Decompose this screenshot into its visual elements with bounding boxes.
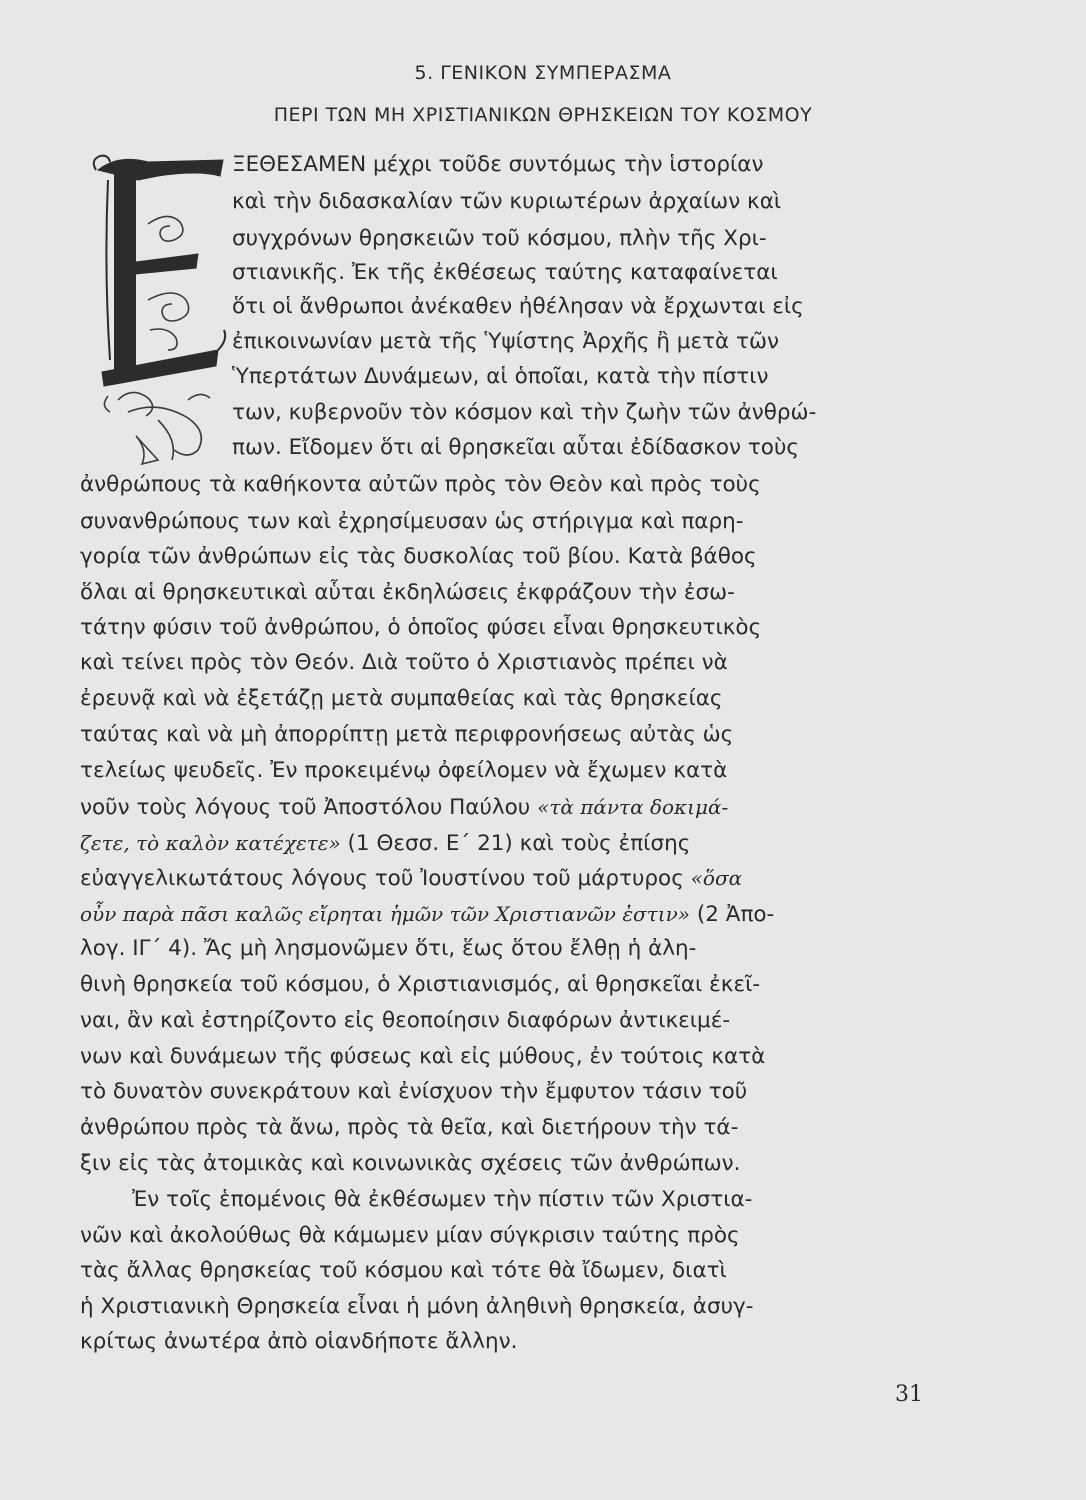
text-line: τὸ δυνατὸν συνεκράτουν καὶ ἐνίσχυον τὴν ἔμφυτον τάσιν τοῦ (80, 1079, 748, 1104)
text-line: ταύτας καὶ νὰ μὴ ἀπορρίπτῃ μετὰ περιφρονήσεως αὐτὰς ὡς (80, 722, 734, 747)
text-line: πων. Εἴδομεν ὅτι αἱ θρησκεῖαι αὗται ἐδίδασκον τοὺς (232, 435, 799, 460)
text-line: νων καὶ δυνάμεων τῆς φύσεως καὶ εἰς μύθους, ἐν τούτοις κατὰ (80, 1044, 766, 1069)
text-line: συγχρόνων θρησκειῶν τοῦ κόσμου, πλὴν τῆς Χρι- (232, 226, 767, 251)
text-line: καὶ τείνει πρὸς τὸν Θεόν. Διὰ τοῦτο ὁ Χριστιανὸς πρέπει νὰ (80, 650, 728, 675)
text-line: στιανικῆς. Ἐκ τῆς ἐκθέσεως ταύτης καταφαίνεται (232, 260, 778, 285)
quotation-italic: ζετε, τὸ καλὸν κατέχετε» (80, 831, 341, 855)
text-line: ναι, ἂν καὶ ἐστηρίζοντο εἰς θεοποίησιν διαφόρων ἀντικειμέ- (80, 1008, 731, 1033)
text-line-part: νοῦν τοὺς λόγους τοῦ Ἀποστόλου Παύλου (80, 795, 538, 820)
text-line: Ἐν τοῖς ἑπομένοις θὰ ἐκθέσωμεν τὴν πίστιν τῶν Χριστια- (132, 1187, 753, 1212)
text-line: ὅλαι αἱ θρησκευτικαὶ αὗται ἐκδηλώσεις ἐκφράζουν τὴν ἐσω- (80, 580, 735, 605)
text-line: θινὴ θρησκεία τοῦ κόσμου, ὁ Χριστιανισμός, αἱ θρησκεῖαι ἐκεῖ- (80, 972, 761, 997)
text-line: λογ. ΙΓ΄ 4). Ἄς μὴ λησμονῶμεν ὅτι, ἕως ὅτου ἔλθῃ ἡ ἀλη- (80, 936, 697, 961)
text-line-part: εὐαγγελικωτάτους λόγους τοῦ Ἰουστίνου τοῦ μάρτυρος (80, 866, 691, 891)
text-line: κρίτως ἀνωτέρα ἀπὸ οἱανδήποτε ἄλλην. (80, 1329, 518, 1354)
text-line: καὶ τὴν διδασκαλίαν τῶν κυριωτέρων ἀρχαίων καὶ (232, 189, 782, 214)
text-line (80, 828, 690, 859)
text-line: συνανθρώπους των καὶ ἐχρησίμευσαν ὡς στήριγμα καὶ παρη- (80, 509, 744, 534)
text-line: ΞΕΘΕΣΑΜΕΝ μέχρι τοῦδε συντόμως τὴν ἱστορίαν (232, 152, 764, 177)
text-line: νῶν καὶ ἀκολούθως θὰ κάμωμεν μίαν σύγκρισιν ταύτης πρὸς (80, 1223, 740, 1248)
text-line (80, 863, 742, 894)
page-number: 31 (895, 1382, 923, 1407)
section-title-heading: ΠΕΡΙ ΤΩΝ ΜΗ ΧΡΙΣΤΙΑΝΙΚΩΝ ΘΡΗΣΚΕΙΩΝ ΤΟΥ ΚΟΣΜΟΥ (273, 104, 813, 126)
quotation-italic: «τὰ πάντα δοκιμά- (537, 795, 729, 819)
text-line: τελείως ψευδεῖς. Ἐν προκειμένῳ ὀφείλομεν νὰ ἔχωμεν κατὰ (80, 758, 728, 783)
text-line: Ὑπερτάτων Δυνάμεων, αἱ ὁποῖαι, κατὰ τὴν πίστιν (232, 364, 769, 389)
text-line: των, κυβερνοῦν τὸν κόσμον καὶ τὴν ζωὴν τῶν ἀνθρώ- (232, 400, 817, 425)
text-line (80, 899, 774, 930)
drop-cap-ornament (88, 150, 230, 470)
text-line: τάτην φύσιν τοῦ ἀνθρώπου, ὁ ὁποῖος φύσει εἶναι θρησκευτικὸς (80, 615, 762, 640)
text-line: ἐρευνᾷ καὶ νὰ ἐξετάζῃ μετὰ συμπαθείας καὶ τὰς θρησκείας (80, 686, 723, 711)
quotation-italic: οὖν παρὰ πᾶσι καλῶς εἴρηται ἡμῶν τῶν Χριστιανῶν ἐστιν» (80, 902, 690, 926)
text-line: ξιν εἰς τὰς ἀτομικὰς καὶ κοινωνικὰς σχέσεις τῶν ἀνθρώπων. (80, 1151, 741, 1176)
text-line: ἐπικοινωνίαν μετὰ τῆς Ὑψίστης Ἀρχῆς ἢ μετὰ τῶν (232, 329, 780, 354)
text-line: ἀνθρώπου πρὸς τὰ ἄνω, πρὸς τὰ θεῖα, καὶ διετήρουν τὴν τά- (80, 1115, 739, 1140)
text-line: τὰς ἄλλας θρησκείας τοῦ κόσμου καὶ τότε θὰ ἴδωμεν, διατὶ (80, 1258, 727, 1283)
text-line-part: (2 Ἀπο- (690, 902, 775, 927)
text-line-part: (1 Θεσσ. Ε΄ 21) καὶ τοὺς ἐπίσης (340, 831, 691, 856)
quotation-italic: «ὅσα (690, 866, 743, 890)
section-number-heading: 5. ΓΕΝΙΚΟΝ ΣΥΜΠΕΡΑΣΜΑ (414, 62, 672, 84)
text-line (80, 792, 728, 823)
text-line: ἀνθρώπους τὰ καθήκοντα αὐτῶν πρὸς τὸν Θεὸν καὶ πρὸς τοὺς (80, 472, 761, 497)
text-line: γορία τῶν ἀνθρώπων εἰς τὰς δυσκολίας τοῦ βίου. Κατὰ βάθος (80, 544, 757, 569)
text-line: ἡ Χριστιανικὴ Θρησκεία εἶναι ἡ μόνη ἀληθινὴ θρησκεία, ἀσυγ- (80, 1294, 754, 1319)
text-line: ὅτι οἱ ἄνθρωποι ἀνέκαθεν ἠθέλησαν νὰ ἔρχωνται εἰς (232, 294, 804, 319)
